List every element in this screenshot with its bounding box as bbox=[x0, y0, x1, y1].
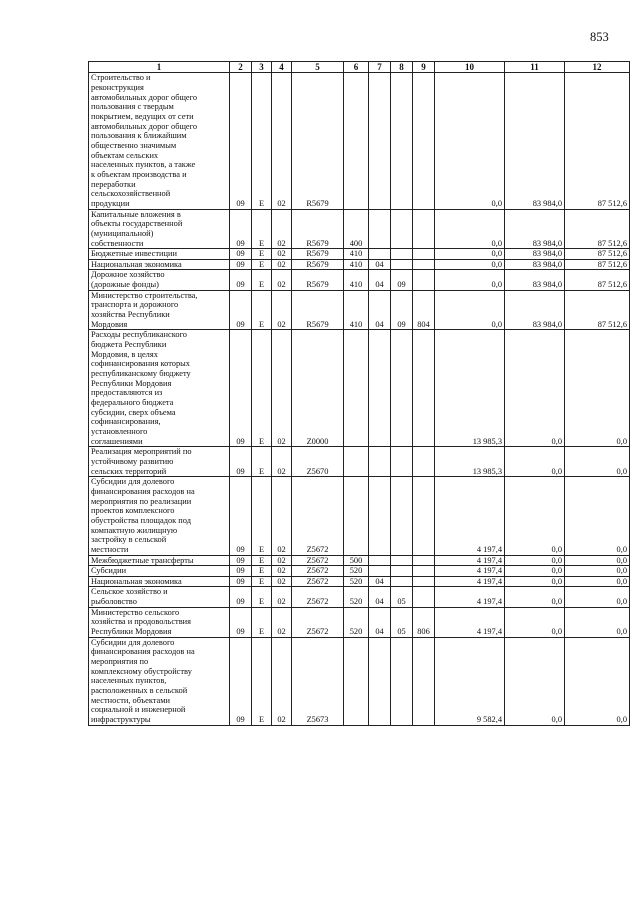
cell-section: Е bbox=[252, 447, 272, 477]
cell-chapter: 09 bbox=[230, 73, 252, 209]
cell-chapter: 09 bbox=[230, 637, 252, 725]
cell-amount-2019: 0,0 bbox=[435, 290, 505, 330]
cell-ministry-code: 806 bbox=[413, 607, 435, 637]
cell-name: Субсидии для долевого финансирования расходов на мероприятия по комплексному обустройству населенных пунктов, расположенных в сельской местности, объектами социальной и инженерной инфраструктуры bbox=[89, 637, 230, 725]
cell-name: Сельское хозяйство и рыболовство bbox=[89, 587, 230, 607]
cell-amount-2021: 0,0 bbox=[565, 576, 630, 587]
cell-target-article: R5679 bbox=[292, 249, 344, 260]
cell-subdivision bbox=[391, 637, 413, 725]
cell-section: Е bbox=[252, 290, 272, 330]
table-row bbox=[89, 566, 630, 577]
cell-name: Национальная экономика bbox=[89, 576, 230, 587]
cell-expense-type bbox=[344, 477, 369, 555]
column-header-7: 7 bbox=[369, 62, 391, 73]
cell-name: Реализация мероприятий по устойчивому развитию сельских территорий bbox=[89, 447, 230, 477]
column-header-2: 2 bbox=[230, 62, 252, 73]
cell-target-article: R5679 bbox=[292, 259, 344, 270]
cell-target-article: Z5670 bbox=[292, 447, 344, 477]
cell-amount-2021: 87 512,6 bbox=[565, 249, 630, 260]
cell-chapter: 09 bbox=[230, 330, 252, 447]
cell-ministry-code bbox=[413, 637, 435, 725]
cell-amount-2020: 83 984,0 bbox=[505, 270, 565, 290]
table-row bbox=[89, 447, 630, 477]
cell-chapter: 09 bbox=[230, 477, 252, 555]
cell-target-article: Z0000 bbox=[292, 330, 344, 447]
cell-section: Е bbox=[252, 249, 272, 260]
cell-ministry-code bbox=[413, 209, 435, 249]
cell-amount-2020: 0,0 bbox=[505, 330, 565, 447]
cell-amount-2021: 0,0 bbox=[565, 447, 630, 477]
cell-amount-2021: 0,0 bbox=[565, 607, 630, 637]
cell-ministry-code bbox=[413, 249, 435, 260]
cell-subdivision bbox=[391, 555, 413, 566]
cell-division bbox=[369, 637, 391, 725]
cell-amount-2019: 13 985,3 bbox=[435, 330, 505, 447]
cell-subdivision bbox=[391, 209, 413, 249]
cell-subsection: 02 bbox=[272, 290, 292, 330]
column-header-8: 8 bbox=[391, 62, 413, 73]
cell-ministry-code bbox=[413, 576, 435, 587]
cell-chapter: 09 bbox=[230, 587, 252, 607]
column-header-4: 4 bbox=[272, 62, 292, 73]
cell-subdivision bbox=[391, 576, 413, 587]
table-body bbox=[89, 73, 630, 725]
cell-division bbox=[369, 249, 391, 260]
cell-amount-2020: 0,0 bbox=[505, 447, 565, 477]
table-row bbox=[89, 637, 630, 725]
cell-target-article: Z5672 bbox=[292, 566, 344, 577]
cell-division: 04 bbox=[369, 576, 391, 587]
column-header-6: 6 bbox=[344, 62, 369, 73]
cell-ministry-code bbox=[413, 259, 435, 270]
cell-amount-2019: 4 197,4 bbox=[435, 576, 505, 587]
cell-division bbox=[369, 477, 391, 555]
cell-amount-2021: 87 512,6 bbox=[565, 270, 630, 290]
cell-amount-2019: 0,0 bbox=[435, 209, 505, 249]
cell-expense-type: 410 bbox=[344, 270, 369, 290]
cell-expense-type: 410 bbox=[344, 290, 369, 330]
cell-target-article: Z5672 bbox=[292, 576, 344, 587]
cell-subdivision: 05 bbox=[391, 587, 413, 607]
cell-amount-2019: 13 985,3 bbox=[435, 447, 505, 477]
cell-subsection: 02 bbox=[272, 566, 292, 577]
cell-amount-2019: 0,0 bbox=[435, 249, 505, 260]
cell-subsection: 02 bbox=[272, 270, 292, 290]
cell-target-article: Z5673 bbox=[292, 637, 344, 725]
cell-expense-type: 520 bbox=[344, 607, 369, 637]
cell-section: Е bbox=[252, 73, 272, 209]
cell-section: Е bbox=[252, 566, 272, 577]
cell-division: 04 bbox=[369, 290, 391, 330]
cell-name: Субсидии bbox=[89, 566, 230, 577]
cell-amount-2020: 0,0 bbox=[505, 477, 565, 555]
cell-section: Е bbox=[252, 209, 272, 249]
cell-amount-2020: 83 984,0 bbox=[505, 259, 565, 270]
cell-name: Субсидии для долевого финансирования расходов на мероприятия по реализации проектов комплексного обустройства площадок под компактную жилищную застройку в сельской местности bbox=[89, 477, 230, 555]
column-header-3: 3 bbox=[252, 62, 272, 73]
header-row bbox=[89, 62, 630, 73]
cell-division bbox=[369, 330, 391, 447]
cell-amount-2021: 0,0 bbox=[565, 477, 630, 555]
cell-subdivision bbox=[391, 447, 413, 477]
cell-subdivision bbox=[391, 330, 413, 447]
column-header-10: 10 bbox=[435, 62, 505, 73]
cell-subdivision bbox=[391, 566, 413, 577]
column-header-5: 5 bbox=[292, 62, 344, 73]
cell-expense-type: 520 bbox=[344, 576, 369, 587]
cell-chapter: 09 bbox=[230, 209, 252, 249]
table-row bbox=[89, 555, 630, 566]
cell-amount-2019: 4 197,4 bbox=[435, 566, 505, 577]
cell-target-article: Z5672 bbox=[292, 607, 344, 637]
cell-ministry-code bbox=[413, 566, 435, 577]
budget-table bbox=[88, 61, 630, 726]
cell-expense-type: 400 bbox=[344, 209, 369, 249]
cell-expense-type bbox=[344, 637, 369, 725]
cell-expense-type bbox=[344, 73, 369, 209]
table-row bbox=[89, 587, 630, 607]
cell-division: 04 bbox=[369, 607, 391, 637]
cell-amount-2020: 83 984,0 bbox=[505, 249, 565, 260]
cell-name: Дорожное хозяйство (дорожные фонды) bbox=[89, 270, 230, 290]
cell-subdivision bbox=[391, 477, 413, 555]
cell-chapter: 09 bbox=[230, 576, 252, 587]
table-row bbox=[89, 290, 630, 330]
cell-chapter: 09 bbox=[230, 555, 252, 566]
cell-ministry-code: 804 bbox=[413, 290, 435, 330]
cell-amount-2021: 0,0 bbox=[565, 637, 630, 725]
cell-target-article: Z5672 bbox=[292, 555, 344, 566]
cell-chapter: 09 bbox=[230, 607, 252, 637]
table-row bbox=[89, 477, 630, 555]
cell-amount-2020: 0,0 bbox=[505, 576, 565, 587]
cell-target-article: R5679 bbox=[292, 73, 344, 209]
page-number: 853 bbox=[590, 30, 609, 44]
cell-amount-2019: 0,0 bbox=[435, 270, 505, 290]
cell-chapter: 09 bbox=[230, 270, 252, 290]
cell-amount-2019: 4 197,4 bbox=[435, 555, 505, 566]
cell-target-article: R5679 bbox=[292, 209, 344, 249]
cell-name: Капитальные вложения в объекты государственной (муниципальной) собственности bbox=[89, 209, 230, 249]
cell-subsection: 02 bbox=[272, 607, 292, 637]
cell-amount-2019: 4 197,4 bbox=[435, 587, 505, 607]
cell-division bbox=[369, 555, 391, 566]
cell-target-article: Z5672 bbox=[292, 587, 344, 607]
cell-expense-type: 520 bbox=[344, 566, 369, 577]
cell-subdivision bbox=[391, 259, 413, 270]
cell-section: Е bbox=[252, 270, 272, 290]
cell-amount-2020: 0,0 bbox=[505, 607, 565, 637]
cell-expense-type bbox=[344, 447, 369, 477]
cell-chapter: 09 bbox=[230, 447, 252, 477]
cell-subsection: 02 bbox=[272, 477, 292, 555]
cell-subdivision bbox=[391, 73, 413, 209]
column-header-9: 9 bbox=[413, 62, 435, 73]
cell-division: 04 bbox=[369, 587, 391, 607]
cell-amount-2021: 0,0 bbox=[565, 330, 630, 447]
cell-chapter: 09 bbox=[230, 290, 252, 330]
cell-chapter: 09 bbox=[230, 566, 252, 577]
cell-amount-2020: 0,0 bbox=[505, 566, 565, 577]
cell-chapter: 09 bbox=[230, 259, 252, 270]
column-header-11: 11 bbox=[505, 62, 565, 73]
cell-subsection: 02 bbox=[272, 576, 292, 587]
cell-name: Бюджетные инвестиции bbox=[89, 249, 230, 260]
table-row bbox=[89, 270, 630, 290]
cell-name: Министерство строительства, транспорта и дорожного хозяйства Республики Мордовия bbox=[89, 290, 230, 330]
cell-amount-2020: 83 984,0 bbox=[505, 73, 565, 209]
cell-amount-2019: 4 197,4 bbox=[435, 477, 505, 555]
cell-amount-2020: 83 984,0 bbox=[505, 290, 565, 330]
cell-amount-2020: 0,0 bbox=[505, 555, 565, 566]
cell-section: Е bbox=[252, 259, 272, 270]
cell-target-article: Z5672 bbox=[292, 477, 344, 555]
cell-ministry-code bbox=[413, 447, 435, 477]
cell-subsection: 02 bbox=[272, 73, 292, 209]
cell-section: Е bbox=[252, 555, 272, 566]
cell-expense-type: 410 bbox=[344, 259, 369, 270]
cell-expense-type: 520 bbox=[344, 587, 369, 607]
cell-division bbox=[369, 566, 391, 577]
table-row bbox=[89, 607, 630, 637]
cell-expense-type: 500 bbox=[344, 555, 369, 566]
cell-amount-2019: 0,0 bbox=[435, 73, 505, 209]
cell-amount-2021: 0,0 bbox=[565, 555, 630, 566]
cell-amount-2019: 0,0 bbox=[435, 259, 505, 270]
cell-ministry-code bbox=[413, 270, 435, 290]
column-header-1: 1 bbox=[89, 62, 230, 73]
cell-subsection: 02 bbox=[272, 447, 292, 477]
cell-name: Национальная экономика bbox=[89, 259, 230, 270]
cell-subsection: 02 bbox=[272, 209, 292, 249]
cell-ministry-code bbox=[413, 330, 435, 447]
cell-division bbox=[369, 209, 391, 249]
cell-ministry-code bbox=[413, 587, 435, 607]
cell-expense-type: 410 bbox=[344, 249, 369, 260]
table-row bbox=[89, 330, 630, 447]
cell-amount-2021: 87 512,6 bbox=[565, 209, 630, 249]
cell-subsection: 02 bbox=[272, 637, 292, 725]
cell-amount-2020: 83 984,0 bbox=[505, 209, 565, 249]
cell-amount-2021: 0,0 bbox=[565, 566, 630, 577]
cell-amount-2021: 87 512,6 bbox=[565, 259, 630, 270]
cell-division: 04 bbox=[369, 259, 391, 270]
cell-subdivision bbox=[391, 249, 413, 260]
table-row bbox=[89, 576, 630, 587]
cell-name: Строительство и реконструкция автомобильных дорог общего пользования с твердым покрытием, ведущих от сети автомобильных дорог общего пользования к ближайшим общественно значимым объектам сельских населенных пунктов, а также к объектам производства и переработки сельскохозяйственной продукции bbox=[89, 73, 230, 209]
cell-section: Е bbox=[252, 587, 272, 607]
cell-amount-2019: 4 197,4 bbox=[435, 607, 505, 637]
cell-subsection: 02 bbox=[272, 259, 292, 270]
cell-name: Расходы республиканского бюджета Республики Мордовия, в целях софинансирования которых республиканскому бюджету Республики Мордовия предоставляются из федерального бюджета субсидии, сверх объема софинансирования, установленного соглашениями bbox=[89, 330, 230, 447]
cell-name: Министерство сельского хозяйства и продовольствия Республики Мордовия bbox=[89, 607, 230, 637]
cell-subsection: 02 bbox=[272, 249, 292, 260]
cell-amount-2020: 0,0 bbox=[505, 637, 565, 725]
cell-section: Е bbox=[252, 607, 272, 637]
cell-name: Межбюджетные трансферты bbox=[89, 555, 230, 566]
cell-chapter: 09 bbox=[230, 249, 252, 260]
cell-amount-2020: 0,0 bbox=[505, 587, 565, 607]
cell-target-article: R5679 bbox=[292, 290, 344, 330]
cell-subdivision: 09 bbox=[391, 270, 413, 290]
table-row bbox=[89, 249, 630, 260]
cell-subdivision: 05 bbox=[391, 607, 413, 637]
cell-division bbox=[369, 447, 391, 477]
table-row bbox=[89, 73, 630, 209]
cell-amount-2021: 0,0 bbox=[565, 587, 630, 607]
cell-section: Е bbox=[252, 637, 272, 725]
table-row bbox=[89, 259, 630, 270]
column-header-12: 12 bbox=[565, 62, 630, 73]
cell-ministry-code bbox=[413, 73, 435, 209]
cell-amount-2021: 87 512,6 bbox=[565, 290, 630, 330]
cell-amount-2019: 9 582,4 bbox=[435, 637, 505, 725]
cell-section: Е bbox=[252, 330, 272, 447]
cell-division: 04 bbox=[369, 270, 391, 290]
cell-subsection: 02 bbox=[272, 330, 292, 447]
cell-section: Е bbox=[252, 477, 272, 555]
cell-expense-type bbox=[344, 330, 369, 447]
cell-ministry-code bbox=[413, 555, 435, 566]
cell-subsection: 02 bbox=[272, 555, 292, 566]
cell-division bbox=[369, 73, 391, 209]
cell-ministry-code bbox=[413, 477, 435, 555]
table-row bbox=[89, 209, 630, 249]
cell-subdivision: 09 bbox=[391, 290, 413, 330]
cell-section: Е bbox=[252, 576, 272, 587]
cell-target-article: R5679 bbox=[292, 270, 344, 290]
cell-amount-2021: 87 512,6 bbox=[565, 73, 630, 209]
cell-subsection: 02 bbox=[272, 587, 292, 607]
